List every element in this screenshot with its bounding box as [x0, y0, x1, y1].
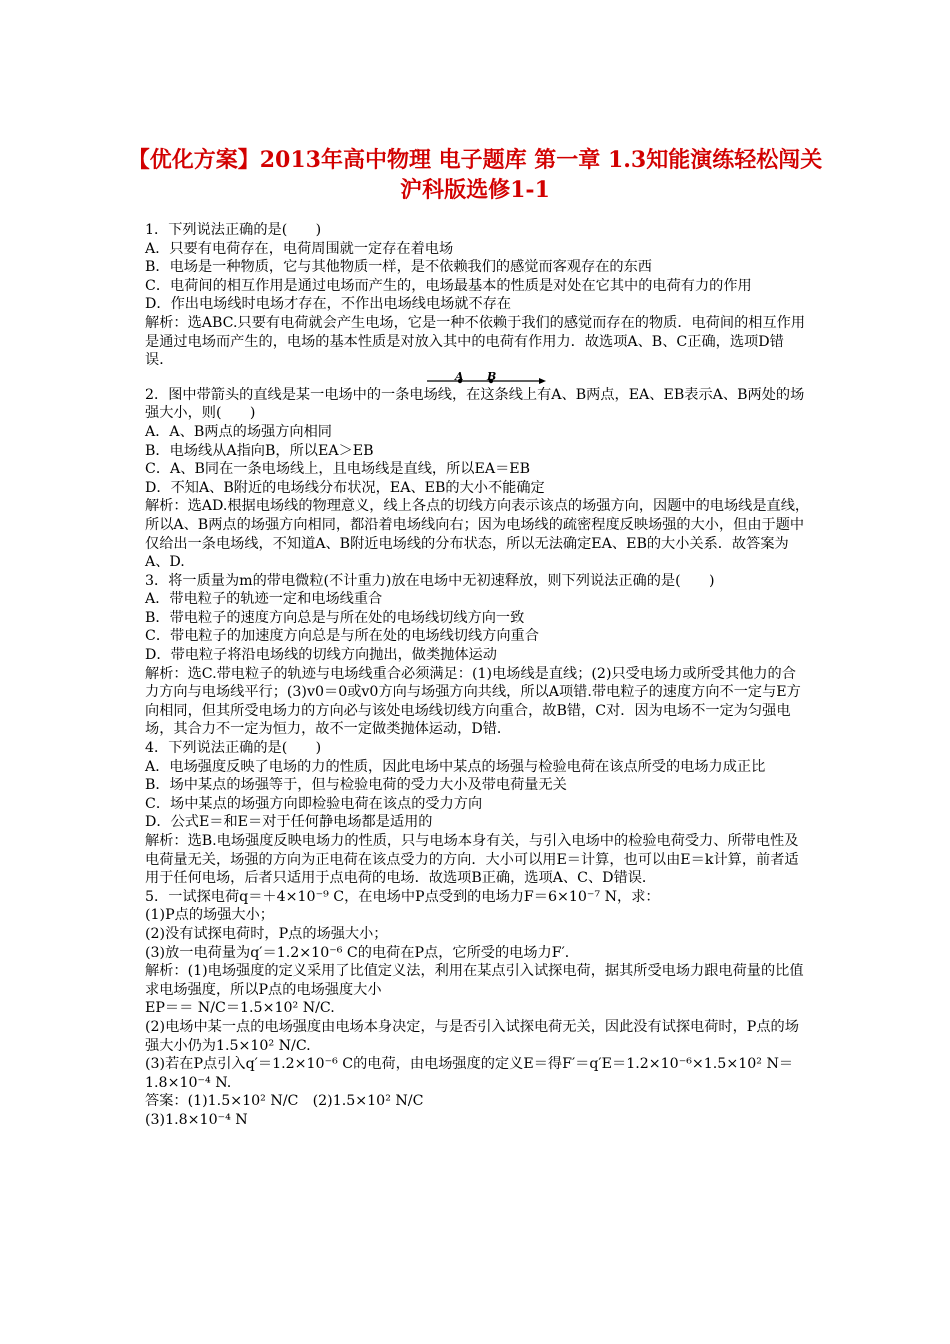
point-b-label: B: [487, 369, 497, 383]
q4-option-a: A．电场强度反映了电场的力的性质，因此电场中某点的场强与检验电荷在该点所受的电场力成正比: [145, 758, 766, 775]
q3-stem: 3．将一质量为m的带电微粒(不计重力)放在电场中无初速释放，则下列说法正确的是( ): [145, 572, 715, 589]
q1-solution: 解析：选ABC.只要有电荷就会产生电场，它是一种不依赖于我们的感觉而存在的物质．电荷间的相互作用是通过电场而产生的，电场的基本性质是对放入其中的电荷有作用力．故选项A、B、C正确，选项D错误．: [145, 314, 806, 369]
q5-answer-3: (3)1.8×10⁻⁴ N: [145, 1111, 248, 1128]
q3-option-b: B．带电粒子的速度方向总是与所在处的电场线切线方向一致: [145, 609, 525, 626]
q1-option-a: A．只要有电荷存在，电荷周围就一定存在着电场: [145, 240, 454, 257]
q2-option-d: D．不知A、B附近的电场线分布状况，EA、EB的大小不能确定: [145, 479, 545, 496]
q5-solution-3: (3)若在P点引入q′＝1.2×10⁻⁶ C的电荷，由电场强度的定义E＝得F′＝q′E＝1.2×10⁻⁶×1.5×10² N＝1.8×10⁻⁴ N.: [145, 1056, 794, 1091]
q4-option-b: B．场中某点的场强等于，但与检验电荷的受力大小及带电荷量无关: [145, 777, 567, 794]
q3-option-a: A．带电粒子的轨迹一定和电场线重合: [145, 591, 383, 608]
q5-solution-2: (2)电场中某一点的电场强度由电场本身决定，与是否引入试探电荷无关，因此没有试探电荷时，P点的场强大小仍为1.5×10² N/C.: [145, 1018, 799, 1054]
q4-solution: 解析：选B.电场强度反映电场力的性质，只与电场本身有关，与引入电场中的检验电荷受力、所带电性及电荷量无关，场强的方向为正电荷在该点受力的方向．大小可以用E＝计算，也可以由E＝k计算，前者适用于任何电场，后者只适用于点电荷的电场．故选项B正确，选项A、C、D错误．: [145, 833, 799, 887]
q5-solution-1: 解析：(1)电场强度的定义采用了比值定义法，利用在某点引入试探电荷，据其所受电场力跟电荷量的比值求电场强度，所以P点的电场强度大小: [145, 963, 804, 998]
q2-option-a: A．A、B两点的场强方向相同: [145, 423, 332, 440]
q3-option-c: C．带电粒子的加速度方向总是与所在处的电场线切线方向重合: [145, 628, 539, 645]
point-a-label: A: [455, 369, 464, 383]
q5-part-3: (3)放一电荷量为q′＝1.2×10⁻⁶ C的电荷在P点，它所受的电场力F′．: [145, 944, 579, 961]
q4-option-c: C．场中某点的场强方向即检验电荷在该点的受力方向: [145, 795, 483, 812]
q5-stem: 5．一试探电荷q＝＋4×10⁻⁹ C，在电场中P点受到的电场力F＝6×10⁻⁷ N，求：: [145, 888, 660, 905]
q2-option-b: B．电场线从A指向B，所以EA＞EB: [145, 442, 374, 459]
q5-part-2: (2)没有试探电荷时，P点的场强大小；: [145, 925, 388, 942]
q1-stem: 1．下列说法正确的是( ): [145, 222, 322, 238]
q5-answer: 答案：(1)1.5×10² N/C (2)1.5×10² N/C: [145, 1093, 424, 1110]
q2-stem: 2．图中带箭头的直线是某一电场中的一条电场线，在这条线上有A、B两点，EA、EB表示A、B两处的场强大小，则( ): [145, 386, 805, 422]
q1-option-b: B．电场是一种物质，它与其他物质一样，是不依赖我们的感觉而客观存在的东西: [145, 259, 652, 276]
q5-solution-1-formula: EP＝＝ N/C＝1.5×10² N/C.: [145, 1000, 335, 1017]
page-title-line1: 【优化方案】2013年高中物理 电子题库 第一章 1.3知能演练轻松闯关: [127, 147, 823, 173]
q3-solution: 解析：选C.带电粒子的轨迹与电场线重合必须满足：(1)电场线是直线；(2)只受电场力或所受其他力的合力方向与电场线平行；(3)v0＝0或v0方向与场强方向共线，所以A项错.带电粒子的速度方向不一定与E方向相同，但其所受电场力的方向必与该处电场线切线方向重合，故B错，C对．因为电场不一定为匀强电场，其合力不一定为恒力，故不一定做类抛体运动，D错．: [145, 665, 801, 738]
q1-option-c: C．电荷间的相互作用是通过电场而产生的，电场最基本的性质是对处在它其中的电荷有力的作用: [145, 277, 752, 294]
q5-part-1: (1)P点的场强大小；: [145, 907, 274, 924]
page-title-line2: 沪科版选修1-1: [400, 177, 550, 203]
q4-stem: 4．下列说法正确的是( ): [145, 740, 322, 757]
q1-option-d: D．作出电场线时电场才存在，不作出电场线电场就不存在: [145, 296, 512, 313]
electric-field-line-figure: [145, 370, 810, 386]
q4-option-d: D．公式E＝和E＝对于任何静电场都是适用的: [145, 814, 433, 831]
q3-option-d: D．带电粒子将沿电场线的切线方向抛出，做类抛体运动: [145, 647, 497, 664]
document-body: [145, 221, 810, 1130]
q2-solution: 解析：选AD.根据电场线的物理意义，线上各点的切线方向表示该点的场强方向，因题中的电场线是直线，所以A、B两点的场强方向相同，都沿着电场线向右；因为电场线的疏密程度反映场强的大小，但由于题中仅给出一条电场线，不知道A、B附近电场线的分布状态，所以无法确定EA、EB的大小关系．故答案为A、D.: [145, 498, 810, 571]
q2-option-c: C．A、B同在一条电场线上，且电场线是直线，所以EA＝EB: [145, 461, 531, 478]
